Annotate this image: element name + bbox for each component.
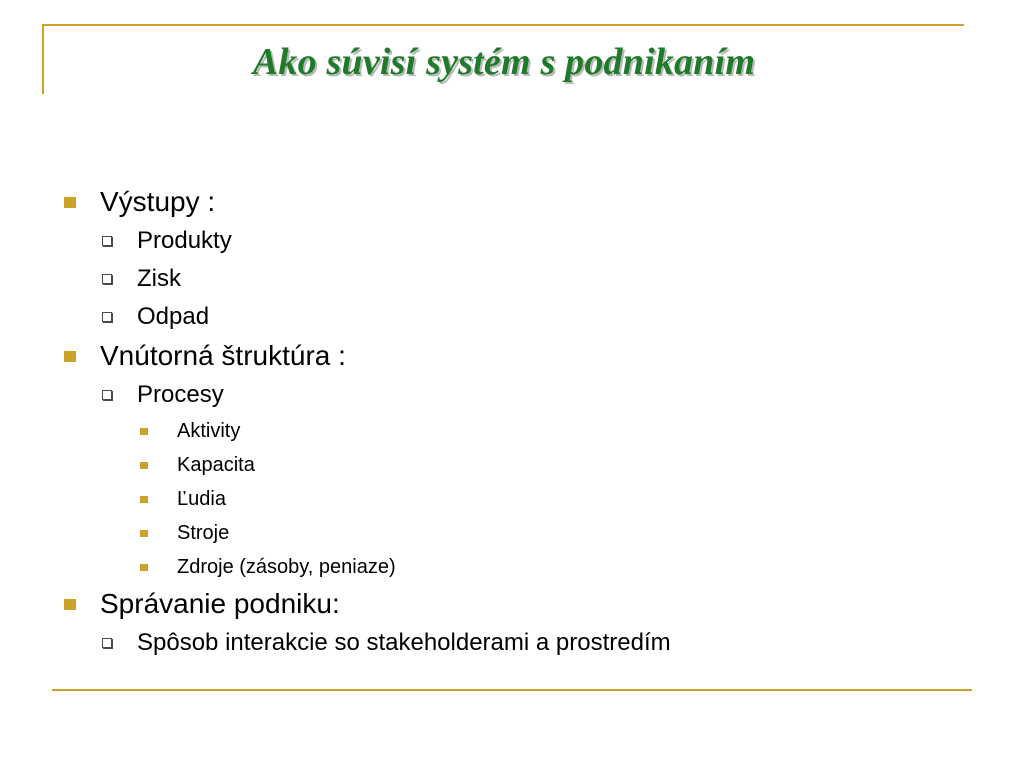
small-square-bullet-icon — [140, 428, 148, 435]
hollow-square-bullet-icon — [102, 312, 112, 322]
hollow-square-bullet-icon — [102, 390, 112, 400]
level3-item — [60, 516, 960, 550]
bullet-list — [60, 182, 960, 662]
level3-item — [60, 414, 960, 448]
top-border-line — [42, 24, 964, 26]
level3-label: Aktivity — [177, 420, 241, 442]
level2-label: Odpad — [137, 303, 210, 330]
level1-label: Výstupy : — [100, 186, 216, 217]
level1-item — [60, 584, 960, 624]
level3-item — [60, 550, 960, 584]
level3-item — [60, 448, 960, 482]
level3-label: Stroje — [177, 522, 230, 544]
level2-label: Procesy — [137, 381, 224, 408]
slide-title: Ako súvisí systém s podnikaním — [252, 41, 756, 83]
level2-label: Spôsob interakcie so stakeholderami a prostredím — [137, 629, 671, 656]
small-square-bullet-icon — [140, 496, 148, 503]
hollow-square-bullet-icon — [102, 274, 112, 284]
level1-item — [60, 336, 960, 376]
level3-label: Kapacita — [177, 454, 255, 476]
small-square-bullet-icon — [140, 462, 148, 469]
level2-item — [60, 298, 960, 336]
level1-item — [60, 182, 960, 222]
square-bullet-icon — [64, 351, 76, 362]
level3-label: Ľudia — [177, 488, 226, 510]
level2-label: Zisk — [137, 265, 181, 292]
level1-label: Vnútorná štruktúra : — [100, 340, 346, 371]
level2-item — [60, 376, 960, 414]
level2-item — [60, 222, 960, 260]
level1-label: Správanie podniku: — [100, 588, 340, 619]
outline — [60, 182, 960, 662]
level2-item — [60, 624, 960, 662]
level2-label: Produkty — [137, 227, 232, 254]
hollow-square-bullet-icon — [102, 638, 112, 648]
square-bullet-icon — [64, 197, 76, 208]
level3-label: Zdroje (zásoby, peniaze) — [177, 556, 396, 578]
level3-item — [60, 482, 960, 516]
bottom-divider — [52, 689, 972, 691]
square-bullet-icon — [64, 599, 76, 610]
hollow-square-bullet-icon — [102, 236, 112, 246]
small-square-bullet-icon — [140, 530, 148, 537]
small-square-bullet-icon — [140, 564, 148, 571]
level2-item — [60, 260, 960, 298]
